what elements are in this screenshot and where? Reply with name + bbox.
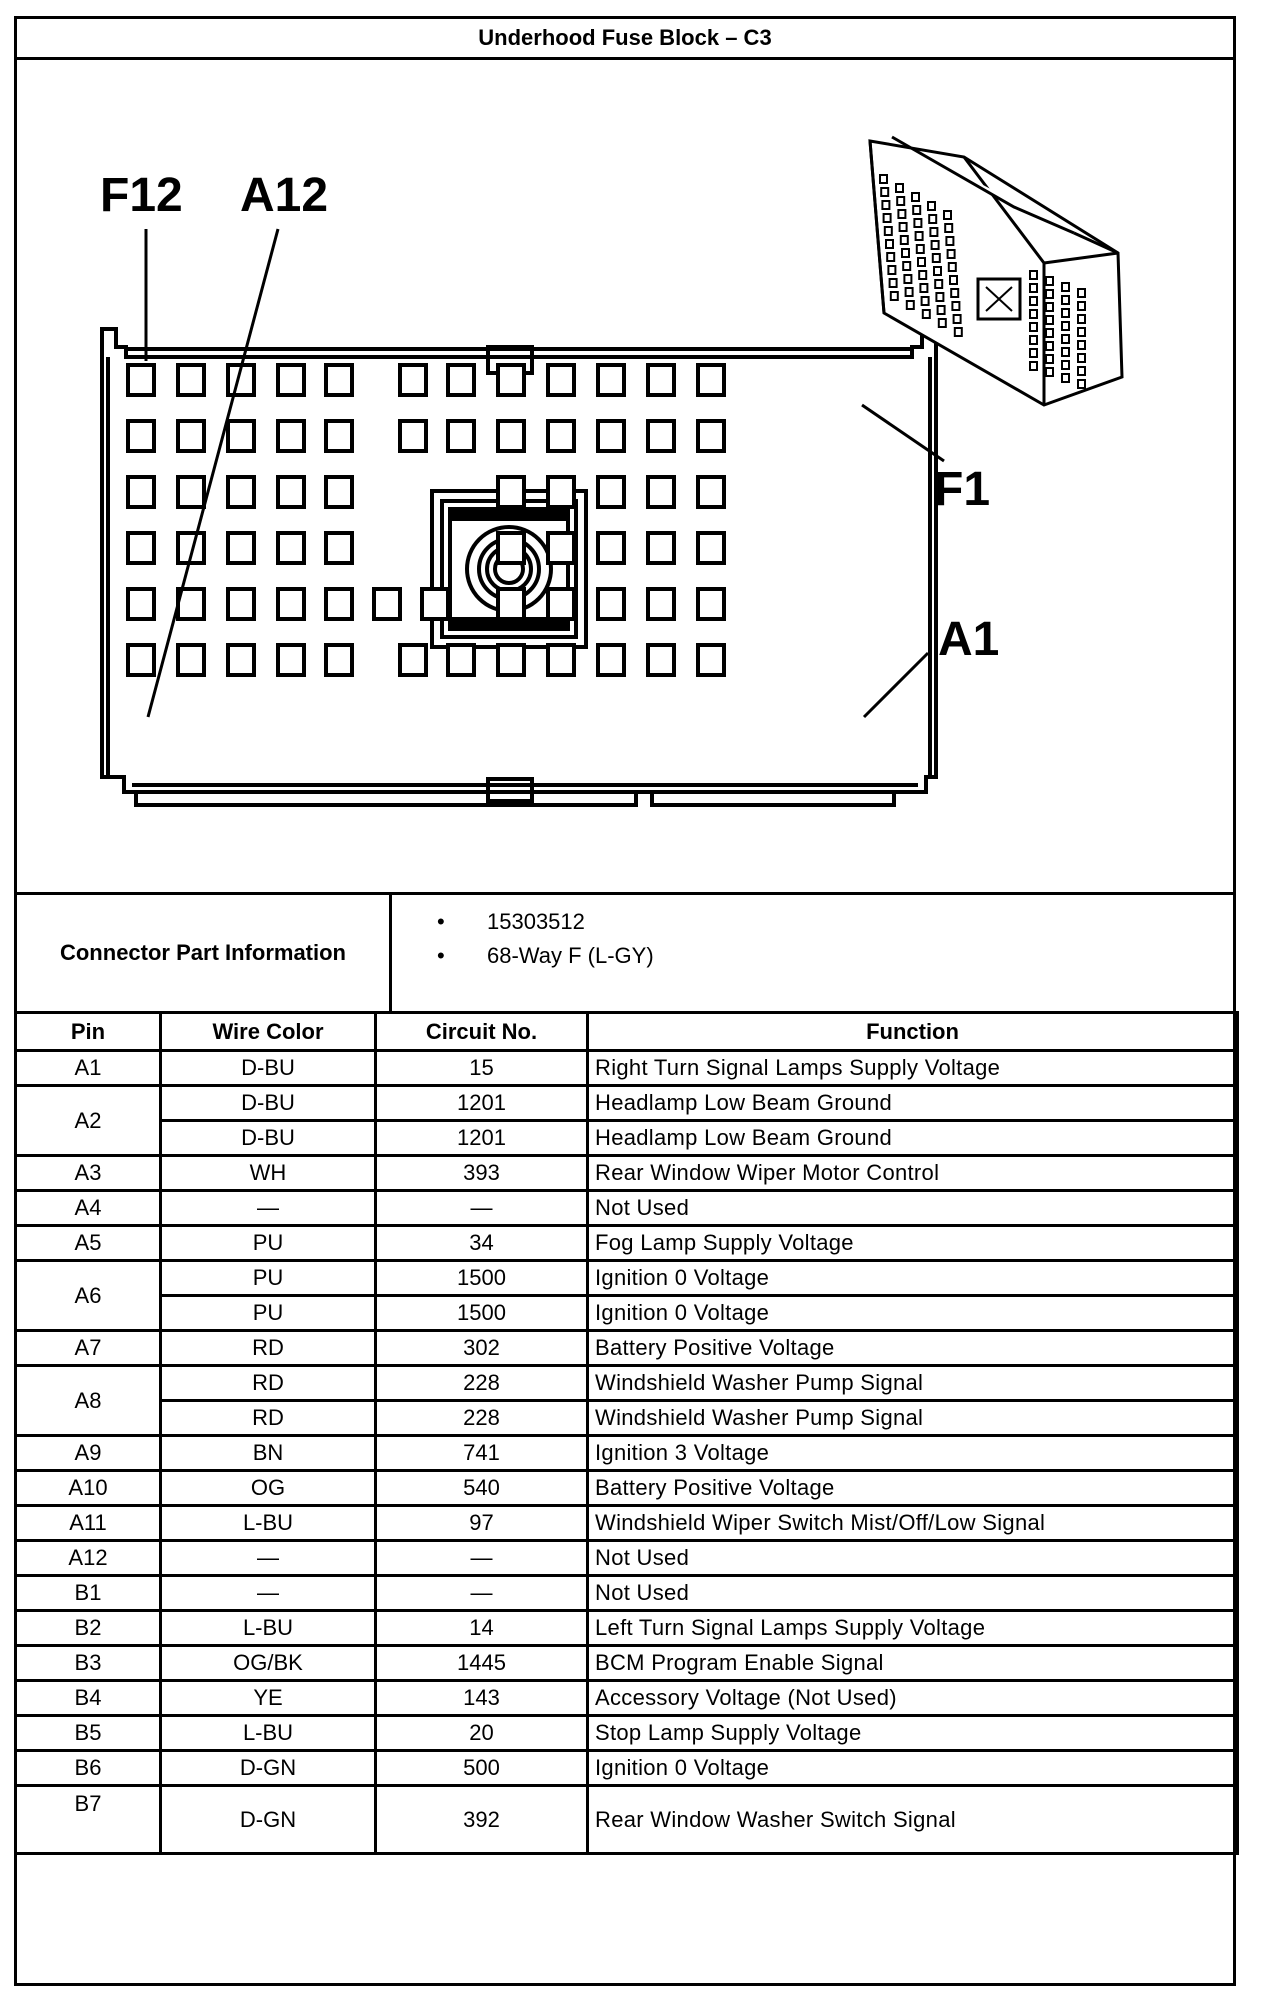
cavity	[448, 421, 474, 451]
cavity	[326, 421, 352, 451]
thumbnail-cavity	[1062, 322, 1069, 330]
table-row	[16, 1436, 1238, 1471]
thumbnail-cavity	[949, 263, 956, 271]
header-circuit-no: Circuit No.	[376, 1013, 588, 1051]
thumbnail-cavity	[1078, 289, 1085, 297]
table-row	[16, 1331, 1238, 1366]
cavity	[228, 533, 254, 563]
cavity	[278, 589, 304, 619]
thumbnail-cavity	[896, 184, 903, 192]
circuit-no-cell: 34	[376, 1226, 588, 1261]
cavity	[698, 477, 724, 507]
cavity	[400, 365, 426, 395]
header-pin: Pin	[16, 1013, 161, 1051]
thumbnail-cavity	[930, 228, 937, 236]
pin-cell: B3	[16, 1646, 161, 1681]
header-wire-color: Wire Color	[161, 1013, 376, 1051]
leader-a12	[148, 229, 278, 717]
thumbnail-cavity	[1030, 310, 1037, 318]
circuit-no-cell: —	[376, 1541, 588, 1576]
circuit-no-cell: 393	[376, 1156, 588, 1191]
cavity	[448, 365, 474, 395]
circuit-no-cell: 143	[376, 1681, 588, 1716]
header-function: Function	[588, 1013, 1238, 1051]
table-row	[16, 1226, 1238, 1261]
wire-color-cell: L-BU	[161, 1716, 376, 1751]
wire-color-cell: —	[161, 1541, 376, 1576]
circuit-no-cell: —	[376, 1191, 588, 1226]
cavity	[648, 645, 674, 675]
wire-color-cell: D-GN	[161, 1751, 376, 1786]
wire-color-cell: RD	[161, 1366, 376, 1401]
table-row	[16, 1366, 1238, 1401]
circuit-no-cell: 228	[376, 1366, 588, 1401]
thumbnail-cavity	[901, 236, 908, 244]
table-row	[16, 1506, 1238, 1541]
wire-color-cell: D-BU	[161, 1051, 376, 1086]
function-cell: Rear Window Wiper Motor Control	[588, 1156, 1238, 1191]
connector-thumbnail	[870, 137, 1122, 405]
cavity	[448, 645, 474, 675]
cavity	[698, 365, 724, 395]
table-row	[16, 1611, 1238, 1646]
thumbnail-cavity	[1030, 297, 1037, 305]
cavity	[228, 421, 254, 451]
pin-cell: A3	[16, 1156, 161, 1191]
function-cell: Battery Positive Voltage	[588, 1331, 1238, 1366]
thumbnail-cavity	[1078, 315, 1085, 323]
cavity	[128, 365, 154, 395]
wire-color-cell: PU	[161, 1261, 376, 1296]
thumbnail-cavity	[916, 232, 923, 240]
thumbnail-cavity	[1046, 290, 1053, 298]
thumbnail-cavity	[882, 201, 889, 209]
circuit-no-cell: 1500	[376, 1296, 588, 1331]
thumbnail-cavity	[946, 237, 953, 245]
pin-cell: A8	[16, 1366, 161, 1436]
pin-cell: B7	[16, 1786, 161, 1854]
cavity	[128, 533, 154, 563]
pin-cell: B1	[16, 1576, 161, 1611]
center-latch	[432, 491, 586, 647]
thumbnail-cavity	[1078, 354, 1085, 362]
table-row	[16, 1751, 1238, 1786]
part-number: • 15303512	[437, 905, 654, 939]
cavity	[326, 365, 352, 395]
cavity	[326, 533, 352, 563]
cavity	[498, 477, 524, 507]
function-cell: Ignition 3 Voltage	[588, 1436, 1238, 1471]
cavity	[648, 365, 674, 395]
table-row	[16, 1471, 1238, 1506]
circuit-no-cell: 14	[376, 1611, 588, 1646]
pin-cell: A12	[16, 1541, 161, 1576]
cavity	[278, 477, 304, 507]
cavity	[128, 589, 154, 619]
thumbnail-cavity	[1062, 296, 1069, 304]
table-row	[16, 1261, 1238, 1296]
function-cell: Right Turn Signal Lamps Supply Voltage	[588, 1051, 1238, 1086]
thumbnail-cavity	[928, 202, 935, 210]
function-cell: Rear Window Washer Switch Signal	[588, 1786, 1238, 1854]
thumbnail-cavity	[917, 245, 924, 253]
wire-color-cell: YE	[161, 1681, 376, 1716]
circuit-no-cell: 540	[376, 1471, 588, 1506]
cavity	[548, 533, 574, 563]
function-cell: Not Used	[588, 1541, 1238, 1576]
thumbnail-cavity	[1046, 355, 1053, 363]
wire-color-cell: RD	[161, 1331, 376, 1366]
table-row	[16, 1296, 1238, 1331]
cavity	[498, 589, 524, 619]
cavity	[422, 589, 448, 619]
thumbnail-cavity	[1078, 302, 1085, 310]
thumbnail-cavity	[932, 241, 939, 249]
cavity	[698, 645, 724, 675]
thumbnail-cavity	[880, 175, 887, 183]
cavity	[400, 421, 426, 451]
circuit-no-cell: 302	[376, 1331, 588, 1366]
thumbnail-cavity	[954, 315, 961, 323]
circuit-no-cell: 15	[376, 1051, 588, 1086]
wire-color-cell: BN	[161, 1436, 376, 1471]
thumbnail-cavity	[1030, 362, 1037, 370]
thumbnail-cavity	[933, 254, 940, 262]
circuit-no-cell: 392	[376, 1786, 588, 1854]
cavity	[648, 589, 674, 619]
pin-cell: A2	[16, 1086, 161, 1156]
pin-cell: A11	[16, 1506, 161, 1541]
thumbnail-cavity	[929, 215, 936, 223]
thumbnail-cavity	[934, 267, 941, 275]
label-f1: F1	[934, 463, 991, 516]
table-row	[16, 1191, 1238, 1226]
thumbnail-cavity	[944, 211, 951, 219]
function-cell: Not Used	[588, 1576, 1238, 1611]
pin-cell: B6	[16, 1751, 161, 1786]
cavity	[178, 421, 204, 451]
thumbnail-cavity	[912, 193, 919, 201]
pin-cell: B4	[16, 1681, 161, 1716]
function-cell: Battery Positive Voltage	[588, 1471, 1238, 1506]
wire-color-cell: RD	[161, 1401, 376, 1436]
thumbnail-cavity	[886, 240, 893, 248]
circuit-no-cell: 97	[376, 1506, 588, 1541]
cavity	[400, 645, 426, 675]
wire-color-cell: L-BU	[161, 1611, 376, 1646]
thumbnail-cavity	[885, 227, 892, 235]
connector-part-information-list	[437, 905, 654, 973]
thumbnail-cavity	[955, 328, 962, 336]
thumbnail-cavity	[906, 288, 913, 296]
table-row	[16, 1401, 1238, 1436]
wire-color-cell: L-BU	[161, 1506, 376, 1541]
wire-color-cell: —	[161, 1576, 376, 1611]
pinout-table	[14, 1011, 1239, 1855]
pin-cell: A7	[16, 1331, 161, 1366]
pin-cell: A6	[16, 1261, 161, 1331]
cavity	[598, 477, 624, 507]
table-row	[16, 1716, 1238, 1751]
table-row	[16, 1051, 1238, 1086]
cavity	[228, 477, 254, 507]
table-row	[16, 1541, 1238, 1576]
thumbnail-cavity	[1062, 374, 1069, 382]
label-a1: A1	[938, 613, 1000, 666]
circuit-no-cell: 741	[376, 1436, 588, 1471]
function-cell: Headlamp Low Beam Ground	[588, 1121, 1238, 1156]
thumbnail-cavity	[914, 219, 921, 227]
wire-color-cell: —	[161, 1191, 376, 1226]
thumbnail-cavity	[881, 188, 888, 196]
table-row	[16, 1121, 1238, 1156]
wire-color-cell: D-GN	[161, 1786, 376, 1854]
cavity	[548, 645, 574, 675]
table-row	[16, 1086, 1238, 1121]
cavity	[598, 533, 624, 563]
cavity	[326, 645, 352, 675]
thumbnail-cavity	[1078, 380, 1085, 388]
circuit-no-cell: 1445	[376, 1646, 588, 1681]
connector-outline	[102, 329, 936, 805]
table-row	[16, 1646, 1238, 1681]
cavity	[178, 477, 204, 507]
thumbnail-cavity	[898, 210, 905, 218]
thumbnail-cavity	[1046, 368, 1053, 376]
thumbnail-cavity	[1030, 336, 1037, 344]
connector-description: • 68-Way F (L-GY)	[437, 939, 654, 973]
thumbnail-cavity	[1062, 361, 1069, 369]
thumbnail-cavity	[922, 297, 929, 305]
thumbnail-cavity	[1030, 349, 1037, 357]
cavity	[498, 421, 524, 451]
cavity	[598, 645, 624, 675]
thumbnail-cavity	[1030, 284, 1037, 292]
circuit-no-cell: 500	[376, 1751, 588, 1786]
function-cell: Ignition 0 Voltage	[588, 1296, 1238, 1331]
label-f12: F12	[100, 169, 183, 222]
thumbnail-cavity	[1062, 283, 1069, 291]
thumbnail-cavity	[1062, 309, 1069, 317]
cavity	[548, 365, 574, 395]
thumbnail-cavity	[1078, 341, 1085, 349]
cavity	[278, 421, 304, 451]
cavity	[278, 365, 304, 395]
cavity	[498, 365, 524, 395]
wire-color-cell: OG/BK	[161, 1646, 376, 1681]
thumbnail-cavity	[936, 293, 943, 301]
cavity	[128, 421, 154, 451]
table-row	[16, 1156, 1238, 1191]
thumbnail-cavity	[938, 306, 945, 314]
thumbnail-cavity	[1030, 323, 1037, 331]
cavity	[598, 589, 624, 619]
pin-cell: B2	[16, 1611, 161, 1646]
thumbnail-cavity	[900, 223, 907, 231]
cavity	[128, 477, 154, 507]
cavity	[598, 421, 624, 451]
wire-color-cell: PU	[161, 1226, 376, 1261]
connector-face-svg	[14, 57, 1236, 895]
cavity	[326, 589, 352, 619]
thumbnail-cavity	[920, 284, 927, 292]
cavity	[498, 645, 524, 675]
wire-color-cell: D-BU	[161, 1121, 376, 1156]
thumbnail-cavity	[950, 276, 957, 284]
thumbnail-cavity	[907, 301, 914, 309]
cavity	[278, 533, 304, 563]
thumbnail-cavity	[918, 258, 925, 266]
thumbnail-cavity	[1046, 277, 1053, 285]
thumbnail-cavity	[952, 302, 959, 310]
thumbnail-cavity	[919, 271, 926, 279]
leader-lines	[146, 229, 944, 717]
connector-part-information-label: Connector Part Information	[17, 895, 392, 1011]
function-cell: Headlamp Low Beam Ground	[588, 1086, 1238, 1121]
cavity	[128, 645, 154, 675]
pin-cell: B5	[16, 1716, 161, 1751]
function-cell: Not Used	[588, 1191, 1238, 1226]
label-a12: A12	[240, 169, 329, 222]
cavity	[228, 589, 254, 619]
function-cell: Fog Lamp Supply Voltage	[588, 1226, 1238, 1261]
table-row	[16, 1681, 1238, 1716]
thumbnail-cavity	[1062, 348, 1069, 356]
page-title: Underhood Fuse Block – C3	[14, 16, 1236, 60]
thumbnail-cavity	[897, 197, 904, 205]
thumbnail-cavity	[913, 206, 920, 214]
pin-cell: A5	[16, 1226, 161, 1261]
function-cell: BCM Program Enable Signal	[588, 1646, 1238, 1681]
thumbnail-cavity	[1030, 271, 1037, 279]
leader-a1	[864, 653, 928, 717]
circuit-no-cell: —	[376, 1576, 588, 1611]
wire-color-cell: D-BU	[161, 1086, 376, 1121]
pinout-table-body	[16, 1051, 1238, 1854]
thumbnail-cavity	[948, 250, 955, 258]
cavity	[278, 645, 304, 675]
pin-cell: A10	[16, 1471, 161, 1506]
wire-color-cell: WH	[161, 1156, 376, 1191]
connector-diagram	[14, 57, 1236, 895]
thumbnail-cavity	[904, 275, 911, 283]
table-row	[16, 1786, 1238, 1854]
circuit-no-cell: 1500	[376, 1261, 588, 1296]
cavity	[548, 421, 574, 451]
table-header-row	[16, 1013, 1238, 1051]
thumbnail-cavity	[887, 253, 894, 261]
thumbnail-cavity	[902, 249, 909, 257]
function-cell: Ignition 0 Voltage	[588, 1261, 1238, 1296]
cavity	[498, 533, 524, 563]
thumbnail-cavity	[1046, 316, 1053, 324]
function-cell: Accessory Voltage (Not Used)	[588, 1681, 1238, 1716]
thumbnail-cavity	[890, 279, 897, 287]
cavity	[178, 645, 204, 675]
cavity	[648, 421, 674, 451]
function-cell: Ignition 0 Voltage	[588, 1751, 1238, 1786]
cavity	[698, 533, 724, 563]
cavity	[374, 589, 400, 619]
thumbnail-cavity	[1078, 367, 1085, 375]
pin-cell: A9	[16, 1436, 161, 1471]
wire-color-cell: OG	[161, 1471, 376, 1506]
cavity	[698, 421, 724, 451]
cavity	[228, 645, 254, 675]
function-cell: Stop Lamp Supply Voltage	[588, 1716, 1238, 1751]
cavity	[698, 589, 724, 619]
thumbnail-cavity	[923, 310, 930, 318]
cavity	[178, 365, 204, 395]
thumbnail-cavity	[884, 214, 891, 222]
cavity	[648, 477, 674, 507]
thumbnail-cavity	[1046, 329, 1053, 337]
thumbnail-cavity	[1062, 335, 1069, 343]
cavity	[598, 365, 624, 395]
circuit-no-cell: 1201	[376, 1121, 588, 1156]
thumbnail-cavity	[939, 319, 946, 327]
connector-part-information	[14, 892, 1236, 1014]
thumbnail-cavity	[891, 292, 898, 300]
function-cell: Windshield Washer Pump Signal	[588, 1366, 1238, 1401]
cavity	[326, 477, 352, 507]
pin-cell: A1	[16, 1051, 161, 1086]
function-cell: Left Turn Signal Lamps Supply Voltage	[588, 1611, 1238, 1646]
thumbnail-cavity	[1046, 342, 1053, 350]
thumbnail-cavity	[1046, 303, 1053, 311]
thumbnail-cavity	[945, 224, 952, 232]
wire-color-cell: PU	[161, 1296, 376, 1331]
pin-cell: A4	[16, 1191, 161, 1226]
thumbnail-cavity	[951, 289, 958, 297]
cavity	[648, 533, 674, 563]
cavity-grid	[128, 365, 724, 675]
thumbnail-cavity	[935, 280, 942, 288]
cavity	[548, 589, 574, 619]
thumbnail-cavity	[1078, 328, 1085, 336]
circuit-no-cell: 228	[376, 1401, 588, 1436]
thumbnail-cavity	[903, 262, 910, 270]
cavity	[548, 477, 574, 507]
table-row	[16, 1576, 1238, 1611]
function-cell: Windshield Washer Pump Signal	[588, 1401, 1238, 1436]
function-cell: Windshield Wiper Switch Mist/Off/Low Signal	[588, 1506, 1238, 1541]
circuit-no-cell: 1201	[376, 1086, 588, 1121]
thumbnail-cavity	[888, 266, 895, 274]
circuit-no-cell: 20	[376, 1716, 588, 1751]
